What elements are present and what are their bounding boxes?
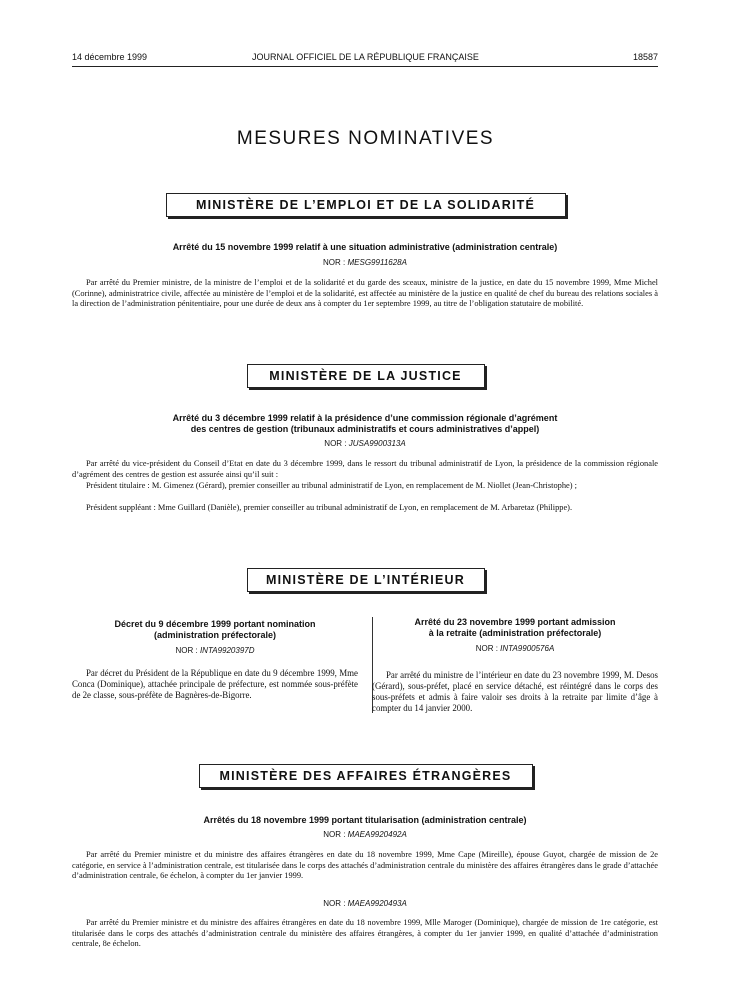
nor-code: INTA9920397D [199, 646, 255, 655]
nor-code: JUSA9900313A [348, 439, 406, 448]
nor-reference: NOR : INTA9900576A [475, 644, 555, 653]
ministry-box-etrangeres: MINISTÈRE DES AFFAIRES ÉTRANGÈRES [199, 764, 533, 788]
decree-heading-line1: Arrêté du 23 novembre 1999 portant admission [414, 617, 616, 627]
decree-heading-line1: Décret du 9 décembre 1999 portant nomination [114, 619, 316, 629]
decree-heading-line2: à la retraite (administration préfectorale) [428, 628, 602, 638]
header-page-number: 18587 [632, 52, 658, 62]
decree-heading: Arrêté du 15 novembre 1999 relatif à une situation administrative (administration centrale) [172, 242, 558, 252]
nor-reference: NOR : JUSA9900313A [324, 439, 406, 448]
decree-text: Par arrêté du Premier ministre, de la ministre de l’emploi et de la solidarité et du garde des sceaux, ministre de la justice, en date du 15 novembre 1999, Mme Michel (Corinne), administratrice civile, affectée au ministère de l’emploi et de la solidarité, est affectée au ministère de la justice en qualité de chef du bureau des relations sociales à la direction de l’administration pénitentiaire, pour une durée de deux ans à compter du 1er septembre 1999, au titre de l’obligation statutaire de mobilité. [72, 278, 658, 308]
ministry-box-emploi: MINISTÈRE DE L’EMPLOI ET DE LA SOLIDARITÉ [166, 193, 566, 217]
section-interieur [0, 568, 731, 592]
decree-text: Par arrêté du ministre de l’intérieur en date du 23 novembre 1999, M. Desos (Gérard), sous-préfet, placé en service détaché, est réintégré dans le corps des sous-préfets et admis à faire valoir ses droits à la retraite par limite d’âge à compter du 14 janvier 2000. [372, 670, 658, 713]
ministry-box-justice: MINISTÈRE DE LA JUSTICE [247, 364, 485, 388]
section-justice [0, 364, 731, 388]
header-journal-title: JOURNAL OFFICIEL DE LA RÉPUBLIQUE FRANÇAISE [252, 52, 479, 62]
decree-text: Par décret du Président de la République en date du 9 décembre 1999, Mme Conca (Dominique), attachée principale de préfecture, est nommée sous-préfète de 2e classe, sous-préfète de Bagnères-de-Bigorre. [72, 668, 358, 700]
header-rule [72, 66, 658, 67]
decree-heading-line2: (administration préfectorale) [153, 630, 277, 640]
nor-reference: NOR : MAEA9920492A [323, 830, 407, 839]
nor-reference: NOR : INTA9920397D [175, 646, 255, 655]
ministry-box-interieur: MINISTÈRE DE L’INTÉRIEUR [247, 568, 485, 592]
nor-code: INTA9900576A [500, 644, 555, 653]
decree-heading: Arrêtés du 18 novembre 1999 portant titularisation (administration centrale) [203, 815, 527, 825]
header-date: 14 décembre 1999 [72, 52, 148, 62]
decree-text: Par arrêté du Premier ministre et du ministre des affaires étrangères en date du 18 novembre 1999, Mme Cape (Mireille), épouse Guyot, chargée de mission de 2e catégorie, en service à l’administration centrale, est titularisée dans le corps des attachés d’administration centrale du ministère des affaires étrangères dans le grade d’attachée d’administration centrale, 6e échelon, à compter du 1er janvier 1999. [72, 850, 658, 880]
decree-heading-line2: des centres de gestion (tribunaux administratifs et cours administratives d’appel) [190, 424, 540, 434]
nor-reference: NOR : MESG9911628A [323, 258, 407, 267]
section-emploi [0, 193, 731, 217]
decree-text: Président suppléant : Mme Guillard (Danièle), premier conseiller au tribunal administratif de Lyon, en remplacement de M. Arbaretaz (Philippe). [86, 503, 573, 512]
decree-text: Par arrêté du Premier ministre et du ministre des affaires étrangères en date du 18 novembre 1999, Mlle Maroger (Dominique), chargée de mission de 1re catégorie, est titularisée dans le corps des attachés d’administration centrale du ministère des affaires étrangères, à compter du 1er janvier 1999, en qualité d’attachée d’administration centrale, 8e échelon. [72, 918, 658, 948]
nor-code: MAEA9920492A [347, 830, 407, 839]
nor-reference: NOR : MAEA9920493A [323, 899, 407, 908]
decree-text: Président titulaire : M. Gimenez (Gérard), premier conseiller au tribunal administratif de Lyon, en remplacement de M. Niollet (Jean-Christophe) ; [86, 481, 577, 490]
decree-heading-line1: Arrêté du 3 décembre 1999 relatif à la présidence d’une commission régionale d’agrément [172, 413, 558, 423]
decree-text: Par arrêté du vice-président du Conseil d’Etat en date du 3 décembre 1999, dans le ressort du tribunal administratif de Lyon, la présidence de la commission régionale d’agrément des centres de gestion est assurée ainsi qu’il suit : [72, 459, 658, 479]
section-etrangeres [0, 764, 731, 788]
nor-code: MAEA9920493A [347, 899, 407, 908]
nor-code: MESG9911628A [347, 258, 407, 267]
page-title: MESURES NOMINATIVES [236, 128, 495, 149]
